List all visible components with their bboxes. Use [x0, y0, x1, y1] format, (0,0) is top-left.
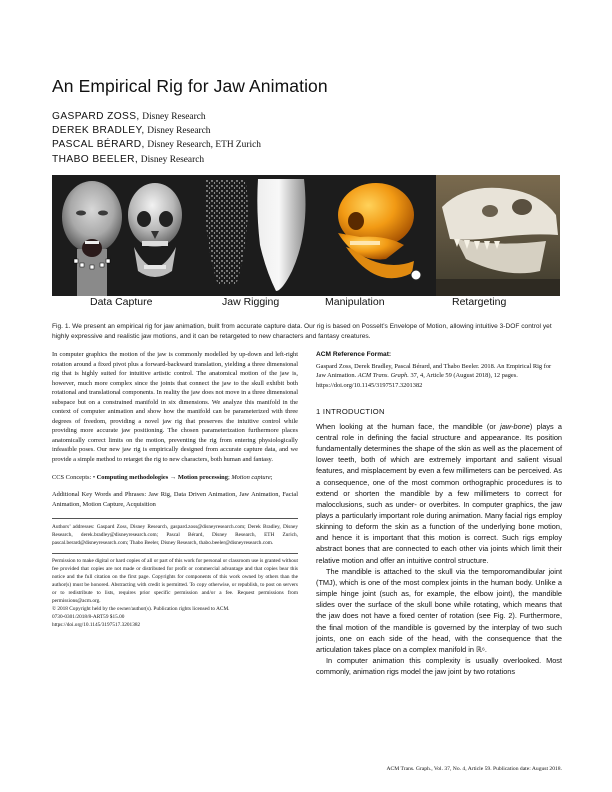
intro-paragraph: The mandible is attached to the skull via the temporomandibular joint (TMJ), which is one of the most complex joints in the human body. Unlike a simple hinge joint (such as, for example, the elbow joint), the mandible slides over the surface of the skull bone while rotating, which means that the jaw does not have a fixed center of rotation (see Fig. 2). Furthermore, the final motion of the mandible is governed by the interplay of two such joints, one on each side of the head, with the consequence that the articulation takes place on a complex manifold in ℝ⁶.	[316, 566, 562, 654]
author-3	[52, 138, 261, 152]
ccs-term: Motion processing	[177, 473, 228, 481]
ccs-term: Computing methodologies	[96, 473, 169, 481]
author-affiliation: Disney Research	[140, 154, 205, 165]
divider	[52, 553, 298, 554]
intro-paragraph	[316, 421, 562, 566]
section-heading: 1 INTRODUCTION	[316, 407, 385, 417]
reference-text: Gaspard Zoss, Derek Bradley, Pascal Bérard, and Thabo Beeler. 2018. An Empirical Rig for Jaw Animation.	[316, 362, 552, 380]
author-affiliation: Disney Research	[147, 126, 211, 137]
reference-journal: ACM Trans. Graph.	[357, 372, 409, 380]
introduction-body	[316, 421, 562, 678]
ccs-arrow: →	[168, 473, 178, 481]
permission-notice: Permission to make digital or hard copies of all or part of this work for personal or classroom use is granted without fee provided that copies are not made or distributed for profit or commercial advantage and that copies bear this notice and the full citation on the first page. Copyrights for components of this work owned by others than the author(s) must be honored. Abstracting with credit is permitted. To copy otherwise, or republish, to post on servers or to redistribute to lists, requires prior specific permission and/or a fee. Request permissions from permissions@acm.org.	[52, 558, 298, 605]
ccs-term: Motion capture	[231, 473, 271, 481]
author-affiliation: Disney Research, ETH Zurich	[147, 140, 261, 151]
divider	[52, 518, 298, 519]
reference-format-heading: ACM Reference Format:	[316, 351, 392, 358]
author-list	[52, 110, 261, 167]
ccs-concepts	[52, 473, 298, 483]
ccs-sep: ;	[227, 473, 232, 481]
data-capture-image	[52, 175, 196, 296]
author-affiliation: Disney Research	[142, 112, 206, 122]
teaser-labels	[52, 296, 560, 310]
keywords: Additional Key Words and Phrases: Jaw Rig, Data Driven Animation, Jaw Animation, Facial Animation, Motion Capture, Acquisition	[52, 491, 298, 508]
right-column	[316, 350, 562, 677]
ccs-end: ;	[270, 473, 273, 481]
reference-format	[316, 362, 562, 391]
reference-text: 37, 4, Article 59 (August 2018), 12 pages. https://doi.org/10.1145/3197517.3201382	[316, 372, 518, 389]
author-name: DEREK BRADLEY,	[52, 125, 145, 137]
author-4	[52, 153, 261, 167]
intro-paragraph: In computer animation this complexity is usually overlooked. Most commonly, animation rigs model the jaw joint by two rotations	[316, 656, 562, 677]
author-addresses: Authors’ addresses: Gaspard Zoss, Disney Research, gaspard.zoss@disneyresearch.com; Derek Bradley, Disney Research, derek.bradley@disneyresearch.com; Pascal Bérard, Disney Research, ETH Zurich, pascal.berard@disneyresearch.com; Thabo Beeler, Disney Research, thabo.beeler@disneyresearch.com.	[52, 524, 298, 547]
abstract: In computer graphics the motion of the jaw is commonly modelled by up-down and left-right rotation around a fixed pivot plus a forward-backward translation, yielding a three dimensional rig that is highly suited for intuitive artistic control. The anatomical motion of the jaw is, however, much more complex since the joints that connect the jaw to the skull exhibit both rotational and translational components. In reality the jaw does not move in a three dimensional subspace but on a constrained manifold in six dimensions. We analyze this manifold in the context of computer animation and show how the manifold can be parameterized with three degrees of freedom, providing a novel jaw rig that preserves the intuitive control while providing more accurate jaw positioning. The chosen parameterization furthermore places anatomically correct limits on the motion, preventing the rig from entering physiologically infeasible poses. Our new jaw rig is empirically designed from accurate capture data, and we provide a simple method to retarget the rig to new characters, both human and fantasy.	[52, 351, 298, 464]
copyright-notice: © 2018 Copyright held by the owner/author(s). Publication rights licensed to ACM.	[52, 606, 230, 613]
teaser-figure	[52, 175, 560, 296]
manipulation-image	[316, 175, 436, 296]
author-name: PASCAL BÉRARD,	[52, 139, 145, 151]
teaser-label: Manipulation	[325, 296, 385, 308]
teaser-label: Data Capture	[90, 296, 153, 308]
jaw-rigging-image	[196, 175, 316, 296]
retargeting-image	[436, 175, 560, 296]
doi-link[interactable]: https://doi.org/10.1145/3197517.3201382	[52, 622, 141, 629]
author-name: THABO BEELER,	[52, 153, 139, 165]
author-2	[52, 124, 261, 138]
teaser-label: Jaw Rigging	[222, 296, 280, 308]
ccs-prefix: CCS Concepts: •	[52, 473, 97, 481]
intro-text: ) plays a central role in defining the facial structure and appearance. Its position fundamentally determines the shape of the skin as well as the placement of lower teeth, both of which are extremely important and salient visual features, and misplacement by even a few millimeters can be perceived. As a consequence, one of the most common orthographic procedures is to extend or shorten the mandible by a few millimeters to correct for malocclusions, such as under- or overbites. In computer graphics, the jaw plays a particularly important role during animation. Many facial rigs employ skinning to deform the skin as a function of the underlying bone motion, and hence it is important that this motion is correct. Such rigs employ abstract bones that are connected to each other via joints which limit their relative motion and offer an intuitive control structure.	[316, 421, 562, 565]
figure-caption: Fig. 1. We present an empirical rig for jaw animation, built from accurate capture data. Our rig is based on Posselt’s Envelope of Motion, allowing intuitive 3-DOF control yet highly expressive and realistic jaw motions, and it can be retargeted to new characters and fantasy creatures.	[52, 323, 552, 340]
author-1	[52, 110, 261, 124]
intro-italic: jaw-bone	[500, 421, 530, 431]
issn: 0730-0301/2018/8-ART59 $15.00	[52, 614, 125, 621]
page-footer: ACM Trans. Graph., Vol. 37, No. 4, Article 59. Publication date: August 2018.	[386, 766, 562, 772]
intro-text: When looking at the human face, the mandible (or	[316, 421, 501, 431]
author-name: GASPARD ZOSS,	[52, 111, 140, 122]
teaser-label: Retargeting	[452, 296, 507, 308]
paper-title: An Empirical Rig for Jaw Animation	[52, 76, 328, 96]
left-column	[52, 350, 298, 629]
